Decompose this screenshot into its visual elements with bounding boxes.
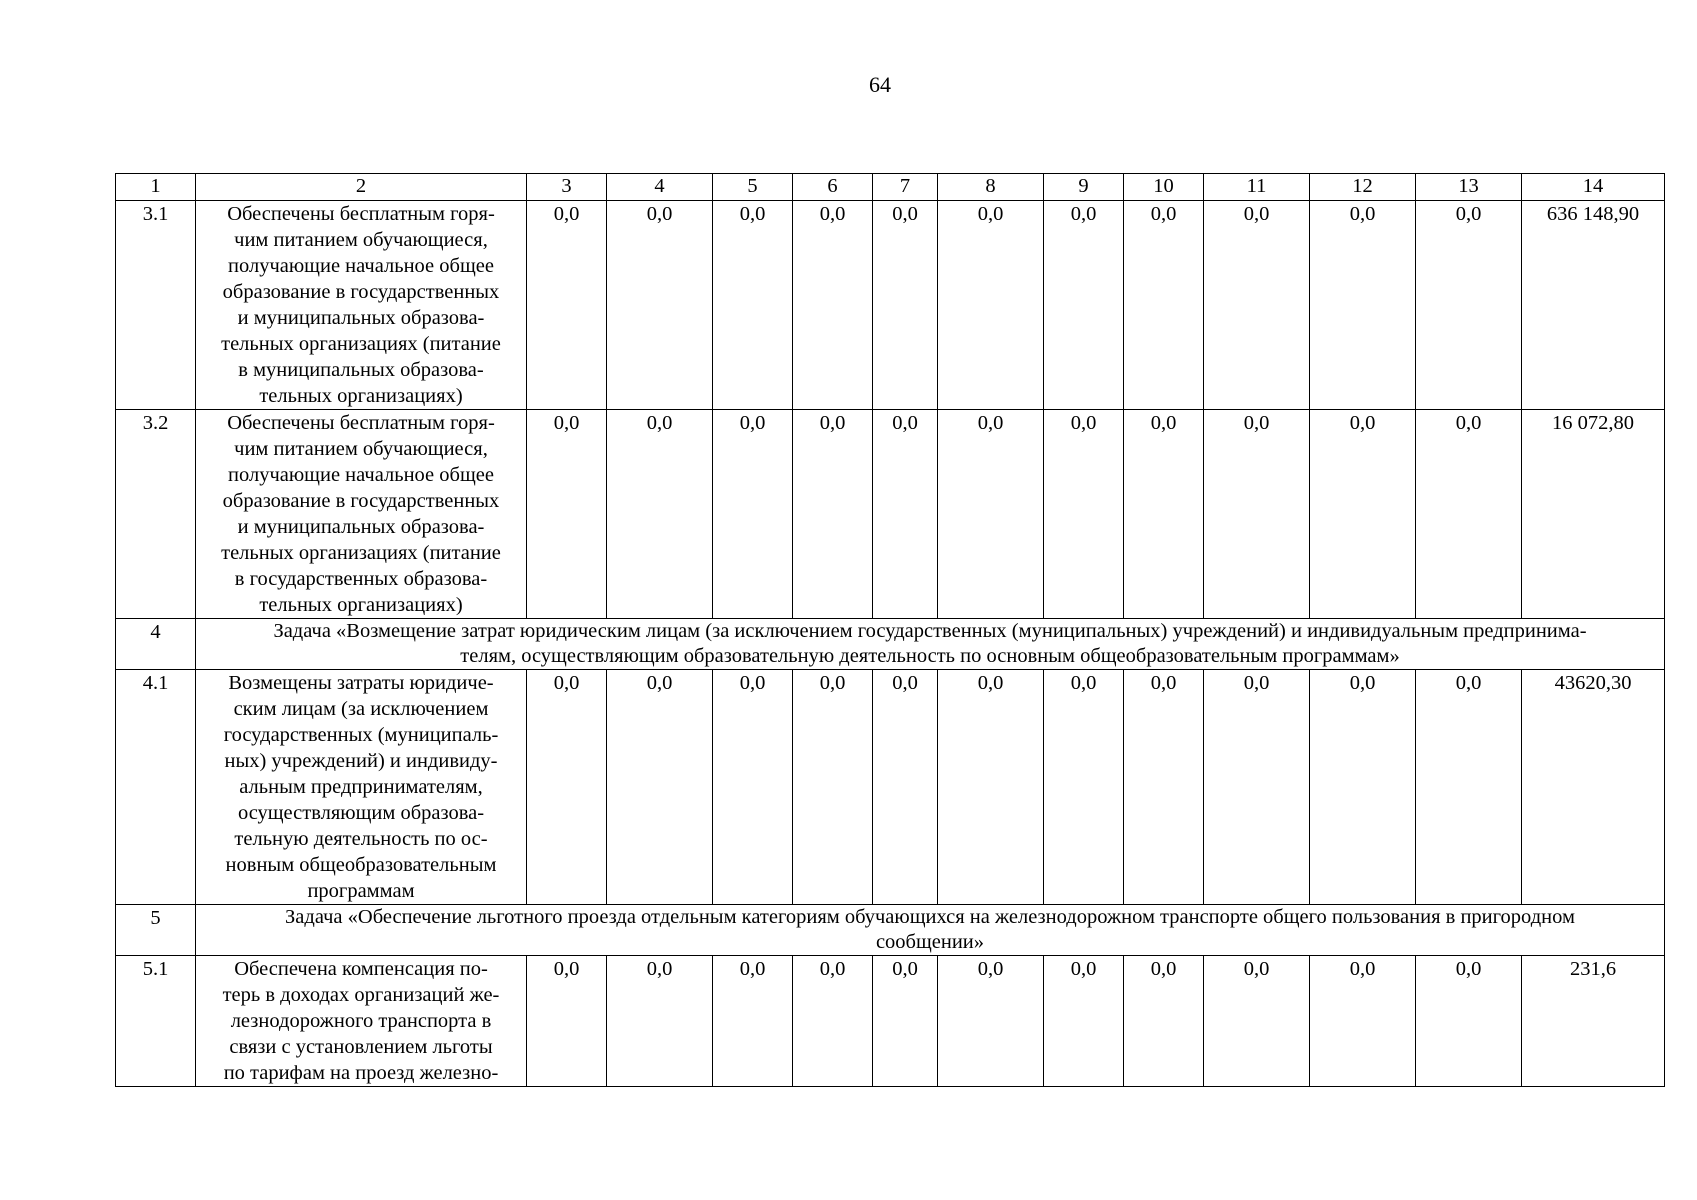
value-cell: 0,0 bbox=[873, 410, 938, 619]
value-cell: 0,0 bbox=[1044, 201, 1124, 410]
table-body bbox=[116, 174, 1665, 1087]
value-cell: 0,0 bbox=[1124, 201, 1204, 410]
column-header: 5 bbox=[713, 174, 793, 201]
table-row bbox=[116, 670, 1665, 905]
column-header: 14 bbox=[1522, 174, 1665, 201]
value-cell: 0,0 bbox=[1416, 201, 1522, 410]
table-row bbox=[116, 410, 1665, 619]
column-header: 12 bbox=[1310, 174, 1416, 201]
value-cell: 0,0 bbox=[1310, 201, 1416, 410]
description-line: Обеспечены бесплатным горя- bbox=[227, 203, 495, 225]
value-cell: 0,0 bbox=[1310, 956, 1416, 1087]
description-line: Возмещены затраты юридиче- bbox=[228, 672, 494, 694]
value-cell: 0,0 bbox=[1416, 410, 1522, 619]
value-cell: 0,0 bbox=[1310, 410, 1416, 619]
value-cell: 0,0 bbox=[527, 201, 607, 410]
description-line: получающие начальное общее bbox=[228, 255, 494, 277]
task-row bbox=[116, 619, 1665, 670]
description-line: Задача «Обеспечение льготного проезда отдельным категориям обучающихся на железнодорожном транспорте общего пользования в пригородном bbox=[285, 906, 1575, 928]
value-cell: 0,0 bbox=[1416, 670, 1522, 905]
value-cell: 0,0 bbox=[713, 410, 793, 619]
column-header: 1 bbox=[116, 174, 196, 201]
task-description bbox=[196, 619, 1665, 670]
value-cell: 0,0 bbox=[1044, 956, 1124, 1087]
value-cell: 0,0 bbox=[938, 956, 1044, 1087]
table-row bbox=[116, 956, 1665, 1087]
item-description bbox=[196, 410, 527, 619]
row-number: 3.2 bbox=[116, 410, 196, 619]
value-cell: 0,0 bbox=[1204, 410, 1310, 619]
value-cell: 0,0 bbox=[1310, 670, 1416, 905]
description-line: Задача «Возмещение затрат юридическим лицам (за исключением государственных (муниципальных) учреждений) и индивидуальным предпринима- bbox=[273, 620, 1587, 642]
description-line: программам bbox=[307, 880, 415, 902]
value-cell: 0,0 bbox=[1124, 670, 1204, 905]
value-cell: 0,0 bbox=[793, 201, 873, 410]
description-line: тельных организациях (питание bbox=[221, 333, 501, 355]
description-line: образование в государственных bbox=[222, 281, 500, 303]
row-number: 4.1 bbox=[116, 670, 196, 905]
description-line: телям, осуществляющим образовательную деятельность по основным общеобразовательным программам» bbox=[460, 645, 1400, 667]
task-description bbox=[196, 905, 1665, 956]
column-header: 13 bbox=[1416, 174, 1522, 201]
description-line: и муниципальных образова- bbox=[237, 516, 485, 538]
row-number: 5.1 bbox=[116, 956, 196, 1087]
value-cell: 0,0 bbox=[938, 670, 1044, 905]
description-line: новным общеобразовательным bbox=[225, 854, 497, 876]
description-line: тельных организациях) bbox=[259, 385, 463, 407]
page-number: 64 bbox=[869, 72, 891, 97]
item-description bbox=[196, 201, 527, 410]
value-cell: 0,0 bbox=[607, 670, 713, 905]
description-line: тельных организациях (питание bbox=[221, 542, 501, 564]
description-line: сообщении» bbox=[875, 931, 985, 953]
column-header: 2 bbox=[196, 174, 527, 201]
value-cell: 0,0 bbox=[713, 956, 793, 1087]
value-cell: 0,0 bbox=[1416, 956, 1522, 1087]
value-cell: 0,0 bbox=[713, 201, 793, 410]
description-line: лезнодорожного транспорта в bbox=[230, 1010, 492, 1032]
item-description bbox=[196, 956, 527, 1087]
value-cell: 0,0 bbox=[1044, 670, 1124, 905]
value-cell: 0,0 bbox=[527, 956, 607, 1087]
description-line: в государственных образова- bbox=[234, 568, 488, 590]
column-header: 9 bbox=[1044, 174, 1124, 201]
value-cell: 0,0 bbox=[1044, 410, 1124, 619]
budget-table bbox=[115, 173, 1665, 1087]
task-row bbox=[116, 905, 1665, 956]
value-cell: 0,0 bbox=[1204, 201, 1310, 410]
value-cell: 0,0 bbox=[793, 956, 873, 1087]
table-row bbox=[116, 201, 1665, 410]
row-number: 4 bbox=[116, 619, 196, 670]
description-line: государственных (муниципаль- bbox=[223, 724, 499, 746]
description-line: и муниципальных образова- bbox=[237, 307, 485, 329]
description-line: чим питанием обучающиеся, bbox=[234, 438, 488, 460]
description-line: получающие начальное общее bbox=[228, 464, 494, 486]
column-header: 6 bbox=[793, 174, 873, 201]
value-cell: 0,0 bbox=[793, 670, 873, 905]
column-header: 7 bbox=[873, 174, 938, 201]
value-cell: 0,0 bbox=[938, 410, 1044, 619]
total-cell: 16 072,80 bbox=[1522, 410, 1665, 619]
column-header: 4 bbox=[607, 174, 713, 201]
description-line: ским лицам (за исключением bbox=[233, 698, 489, 720]
row-number: 3.1 bbox=[116, 201, 196, 410]
column-header: 10 bbox=[1124, 174, 1204, 201]
value-cell: 0,0 bbox=[607, 201, 713, 410]
value-cell: 0,0 bbox=[1204, 956, 1310, 1087]
item-description bbox=[196, 670, 527, 905]
value-cell: 0,0 bbox=[873, 670, 938, 905]
total-cell: 636 148,90 bbox=[1522, 201, 1665, 410]
value-cell: 0,0 bbox=[873, 201, 938, 410]
value-cell: 0,0 bbox=[938, 201, 1044, 410]
description-line: тельных организациях) bbox=[259, 594, 463, 616]
value-cell: 0,0 bbox=[793, 410, 873, 619]
description-line: альным предпринимателям, bbox=[239, 776, 483, 798]
description-line: связи с установлением льготы bbox=[229, 1036, 493, 1058]
row-number: 5 bbox=[116, 905, 196, 956]
header-row bbox=[116, 174, 1665, 201]
total-cell: 43620,30 bbox=[1522, 670, 1665, 905]
value-cell: 0,0 bbox=[607, 956, 713, 1087]
column-header: 3 bbox=[527, 174, 607, 201]
value-cell: 0,0 bbox=[1124, 410, 1204, 619]
description-line: по тарифам на проезд железно- bbox=[223, 1062, 499, 1084]
value-cell: 0,0 bbox=[607, 410, 713, 619]
value-cell: 0,0 bbox=[713, 670, 793, 905]
column-header: 8 bbox=[938, 174, 1044, 201]
value-cell: 0,0 bbox=[527, 410, 607, 619]
column-header: 11 bbox=[1204, 174, 1310, 201]
total-cell: 231,6 bbox=[1522, 956, 1665, 1087]
description-line: в муниципальных образова- bbox=[238, 359, 484, 381]
value-cell: 0,0 bbox=[527, 670, 607, 905]
description-line: образование в государственных bbox=[222, 490, 500, 512]
description-line: Обеспечены бесплатным горя- bbox=[227, 412, 495, 434]
value-cell: 0,0 bbox=[1124, 956, 1204, 1087]
description-line: Обеспечена компенсация по- bbox=[234, 958, 488, 980]
description-line: ных) учреждений) и индивиду- bbox=[224, 750, 498, 772]
description-line: тельную деятельность по ос- bbox=[234, 828, 488, 850]
description-line: чим питанием обучающиеся, bbox=[234, 229, 488, 251]
description-line: терь в доходах организаций же- bbox=[222, 984, 500, 1006]
value-cell: 0,0 bbox=[1204, 670, 1310, 905]
value-cell: 0,0 bbox=[873, 956, 938, 1087]
description-line: осуществляющим образова- bbox=[237, 802, 485, 824]
